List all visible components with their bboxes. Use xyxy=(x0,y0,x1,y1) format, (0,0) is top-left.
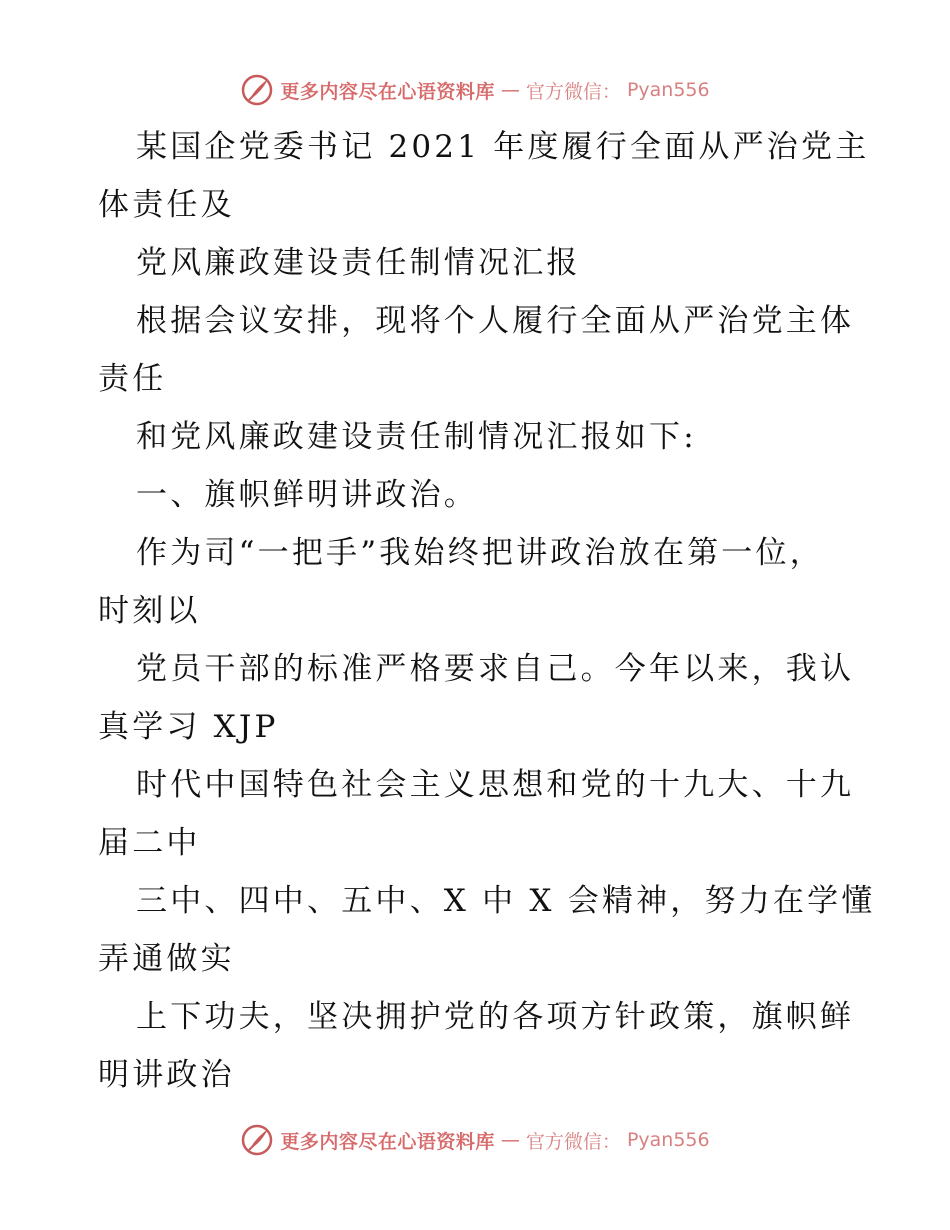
header-watermark xyxy=(0,70,950,110)
document-line: 作为司“一把手”我始终把讲政治放在第一位， xyxy=(136,535,824,571)
document-line: 明讲政治 xyxy=(98,1057,235,1093)
document-line: 届二中 xyxy=(98,825,201,861)
document-line: 时刻以 xyxy=(98,593,201,629)
footer-watermark xyxy=(0,1120,950,1160)
watermark-separator: — xyxy=(500,79,520,101)
watermark-wechat-label: 官方微信： xyxy=(525,80,621,103)
document-line: 体责任及 xyxy=(98,187,235,223)
feather-pen-logo-icon xyxy=(240,73,274,107)
document-line: 根据会议安排，现将个人履行全面从严治党主体 xyxy=(136,303,855,339)
document-line: 一、旗帜鲜明讲政治。 xyxy=(136,477,478,513)
document-line: 真学习 XJP xyxy=(98,709,279,745)
document-line: 责任 xyxy=(98,361,167,397)
document-line: 三中、四中、五中、X 中 X 会精神，努力在学懂 xyxy=(136,883,876,919)
watermark-brand: 更多内容尽在心语资料库 xyxy=(280,1130,495,1153)
feather-pen-logo-icon xyxy=(240,1123,274,1157)
document-body xyxy=(98,118,876,1104)
document-line: 时代中国特色社会主义思想和党的十九大、十九 xyxy=(136,767,855,803)
watermark-wechat-label: 官方微信： xyxy=(525,1130,621,1153)
document-line: 党风廉政建设责任制情况汇报 xyxy=(136,245,581,281)
watermark-separator: — xyxy=(500,1129,520,1151)
document-line: 某国企党委书记 2021 年度履行全面从严治党主 xyxy=(136,129,870,165)
watermark-wechat-id: Pyan556 xyxy=(626,79,710,101)
document-line: 和党风廉政建设责任制情况汇报如下: xyxy=(136,419,697,455)
document-line: 弄通做实 xyxy=(98,941,235,977)
document-line: 上下功夫，坚决拥护党的各项方针政策，旗帜鲜 xyxy=(136,999,855,1035)
watermark-wechat-id: Pyan556 xyxy=(626,1129,710,1151)
watermark-brand: 更多内容尽在心语资料库 xyxy=(280,80,495,103)
document-line: 党员干部的标准严格要求自己。今年以来，我认 xyxy=(136,651,855,687)
